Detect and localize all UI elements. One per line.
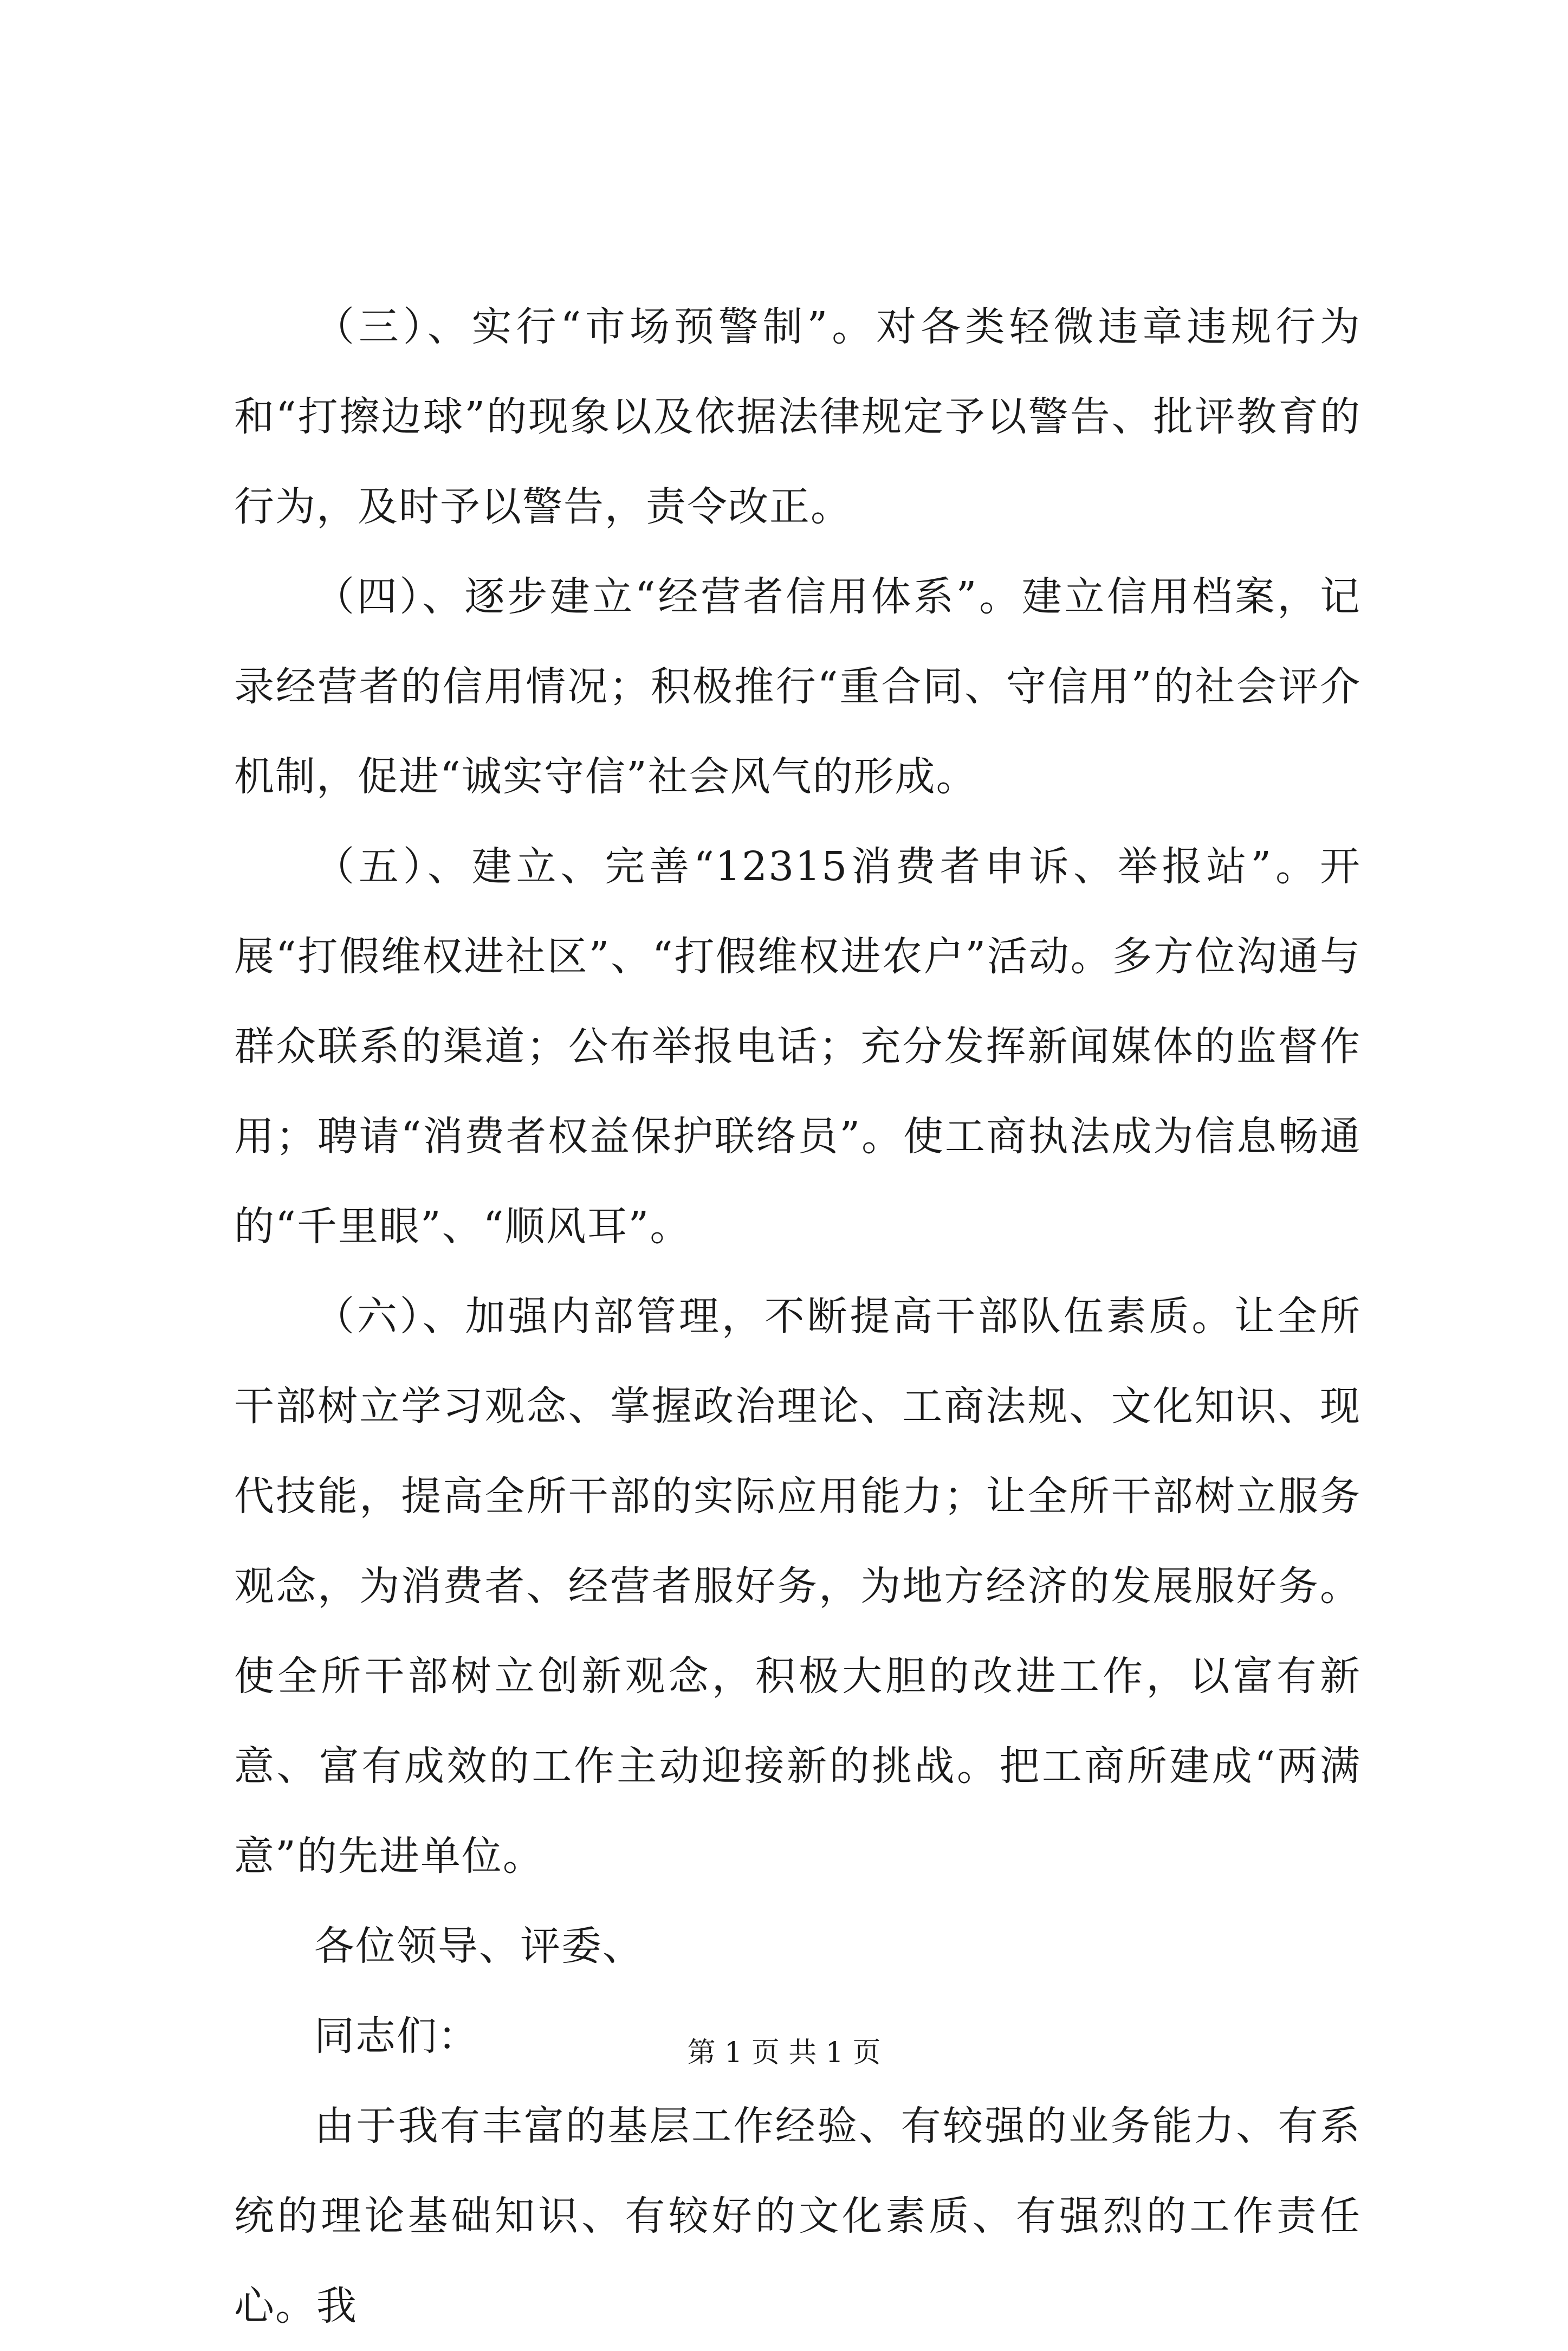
paragraph-item-3: （三）、实行“市场预警制”。对各类轻微违章违规行为和“打擦边球”的现象以及依据法律规定予以警告、批评教育的行为，及时予以警告，责令改正。 xyxy=(234,303,1361,530)
paragraph-item-5: （五）、建立、完善“12315消费者申诉、举报站”。开展“打假维权进社区”、“打假维权进农户”活动。多方位沟通与群众联系的渠道；公布举报电话；充分发挥新闻媒体的监督作用；聘请“消费者权益保护联络员”。使工商执法成为信息畅通的“千里眼”、“顺风耳”。 xyxy=(234,843,1361,1250)
page-footer: 第 1 页 共 1 页 xyxy=(687,2037,881,2069)
paragraph-item-6: （六）、加强内部管理，不断提高干部队伍素质。让全所干部树立学习观念、掌握政治理论、工商法规、文化知识、现代技能，提高全所干部的实际应用能力；让全所干部树立服务观念，为消费者、经营者服好务，为地方经济的发展服好务。使全所干部树立创新观念，积极大胆的改进工作，以富有新意、富有成效的工作主动迎接新的挑战。把工商所建成“两满意”的先进单位。 xyxy=(234,1293,1361,1879)
salutation-line-2: 同志们： xyxy=(314,2013,479,2059)
paragraph-item-4: （四）、逐步建立“经营者信用体系”。建立信用档案，记录经营者的信用情况；积极推行“重合同、守信用”的社会评介机制，促进“诚实守信”社会风气的形成。 xyxy=(234,573,1361,800)
salutation-line-1: 各位领导、评委、 xyxy=(314,1923,644,1969)
closing-paragraph: 由于我有丰富的基层工作经验、有较强的业务能力、有系统的理论基础知识、有较好的文化素质、有强烈的工作责任心。我 xyxy=(234,2103,1361,2329)
